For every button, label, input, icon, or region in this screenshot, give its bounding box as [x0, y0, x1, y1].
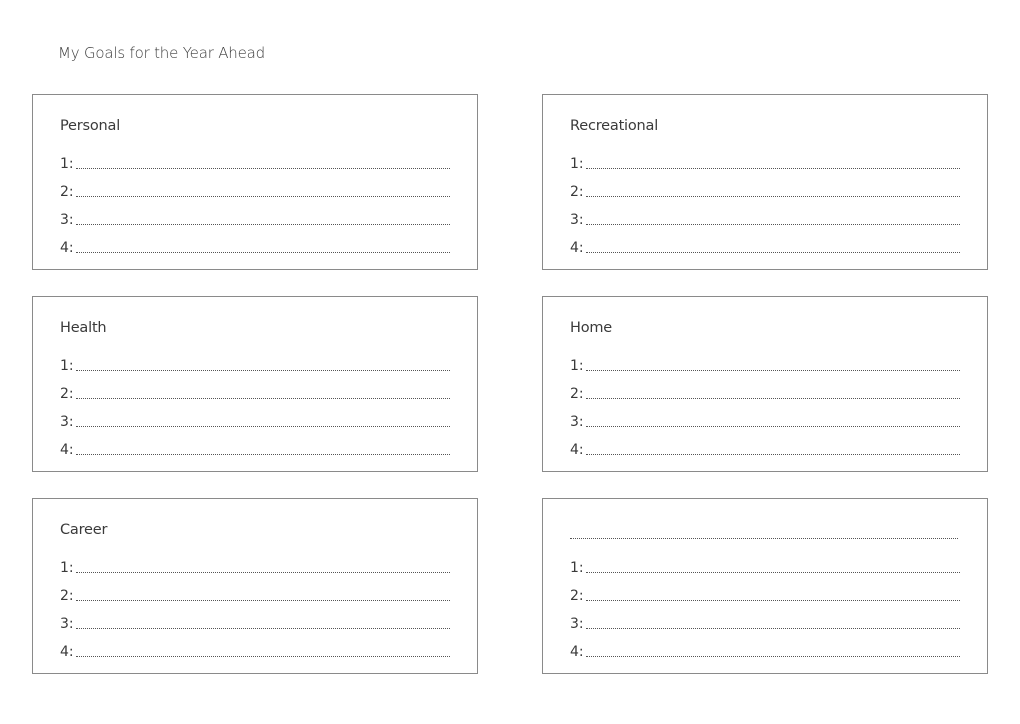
line-number: 1:	[60, 560, 74, 576]
line-number: 2:	[570, 184, 584, 200]
goal-line-3[interactable]	[60, 605, 450, 633]
goal-box-custom	[542, 498, 988, 674]
goal-line-1[interactable]	[60, 549, 450, 577]
line-number: 3:	[60, 414, 74, 430]
dotted-line	[76, 425, 450, 427]
line-number: 1:	[570, 560, 584, 576]
dotted-line	[76, 453, 450, 455]
box-title: Health	[60, 320, 107, 336]
line-number: 2:	[570, 588, 584, 604]
dotted-line	[586, 369, 960, 371]
dotted-line	[586, 397, 960, 399]
line-number: 4:	[570, 442, 584, 458]
goal-line-3[interactable]	[570, 605, 960, 633]
dotted-line	[76, 627, 450, 629]
goal-lines	[60, 347, 450, 459]
line-number: 2:	[570, 386, 584, 402]
custom-title-line[interactable]	[570, 524, 958, 539]
box-title: Recreational	[570, 118, 659, 134]
line-number: 3:	[60, 212, 74, 228]
goal-line-1[interactable]	[570, 145, 960, 173]
goal-box-career	[32, 498, 478, 674]
goal-lines	[570, 347, 960, 459]
dotted-line	[76, 369, 450, 371]
goal-box-recreational	[542, 94, 988, 270]
dotted-line	[76, 251, 450, 253]
line-number: 1:	[570, 358, 584, 374]
dotted-line	[586, 167, 960, 169]
box-title: Home	[570, 320, 613, 336]
dotted-line	[586, 627, 960, 629]
line-number: 2:	[60, 588, 74, 604]
line-number: 1:	[570, 156, 584, 172]
line-number: 3:	[570, 414, 584, 430]
goal-line-3[interactable]	[60, 403, 450, 431]
goal-line-2[interactable]	[570, 375, 960, 403]
goal-line-3[interactable]	[60, 201, 450, 229]
goal-lines	[570, 549, 960, 661]
dotted-line	[76, 195, 450, 197]
line-number: 4:	[60, 442, 74, 458]
page-title: My Goals for the Year Ahead	[58, 44, 265, 62]
goal-line-1[interactable]	[60, 347, 450, 375]
line-number: 1:	[60, 358, 74, 374]
dotted-line	[586, 223, 960, 225]
line-number: 1:	[60, 156, 74, 172]
line-number: 4:	[60, 644, 74, 660]
goal-line-3[interactable]	[570, 403, 960, 431]
goal-line-4[interactable]	[60, 431, 450, 459]
line-number: 4:	[570, 240, 584, 256]
goal-lines	[60, 549, 450, 661]
goal-line-1[interactable]	[60, 145, 450, 173]
goal-line-4[interactable]	[570, 633, 960, 661]
dotted-line	[76, 397, 450, 399]
dotted-line	[586, 453, 960, 455]
dotted-line	[586, 251, 960, 253]
dotted-line	[586, 571, 960, 573]
goal-line-1[interactable]	[570, 549, 960, 577]
dotted-line	[76, 571, 450, 573]
dotted-line	[76, 223, 450, 225]
goal-box-health	[32, 296, 478, 472]
dotted-line	[76, 655, 450, 657]
line-number: 4:	[60, 240, 74, 256]
goal-line-2[interactable]	[570, 173, 960, 201]
line-number: 3:	[60, 616, 74, 632]
box-title: Personal	[60, 118, 121, 134]
goal-line-4[interactable]	[60, 229, 450, 257]
goal-line-4[interactable]	[570, 431, 960, 459]
box-title: Career	[60, 522, 108, 538]
goal-line-1[interactable]	[570, 347, 960, 375]
line-number: 2:	[60, 386, 74, 402]
dotted-line	[586, 195, 960, 197]
dotted-line	[586, 599, 960, 601]
goal-line-2[interactable]	[570, 577, 960, 605]
line-number: 2:	[60, 184, 74, 200]
goal-box-personal	[32, 94, 478, 270]
goal-line-2[interactable]	[60, 577, 450, 605]
dotted-line	[586, 425, 960, 427]
goal-line-2[interactable]	[60, 173, 450, 201]
line-number: 4:	[570, 644, 584, 660]
line-number: 3:	[570, 212, 584, 228]
goal-line-4[interactable]	[570, 229, 960, 257]
goal-lines	[60, 145, 450, 257]
goal-line-3[interactable]	[570, 201, 960, 229]
dotted-line	[76, 599, 450, 601]
dotted-line	[76, 167, 450, 169]
line-number: 3:	[570, 616, 584, 632]
goal-lines	[570, 145, 960, 257]
goal-box-home	[542, 296, 988, 472]
goal-line-4[interactable]	[60, 633, 450, 661]
dotted-line	[586, 655, 960, 657]
goal-line-2[interactable]	[60, 375, 450, 403]
